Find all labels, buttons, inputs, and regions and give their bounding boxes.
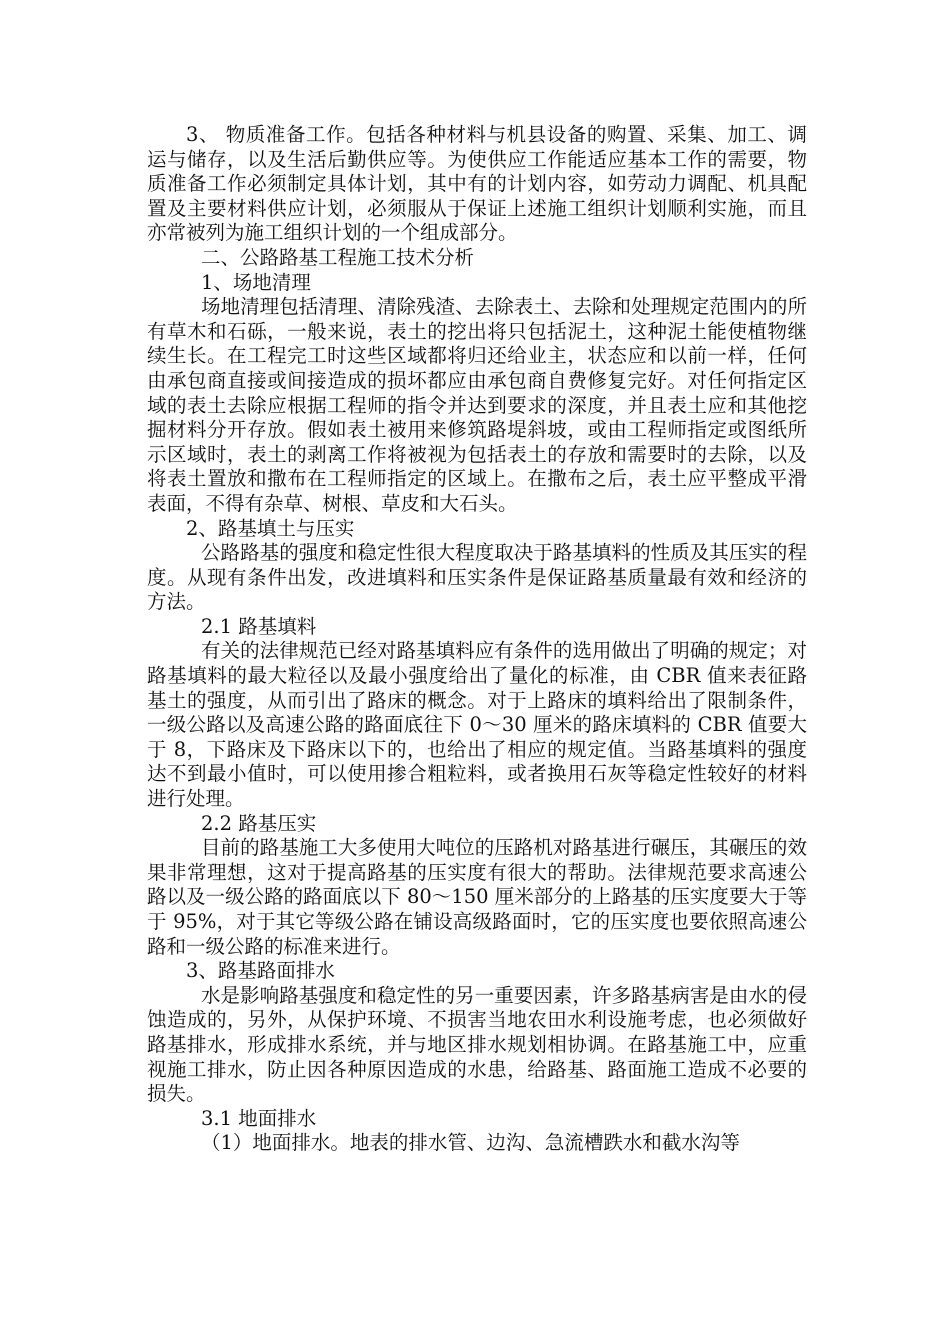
paragraph-drainage: 水是影响路基强度和稳定性的另一重要因素，许多路基病害是由水的侵蚀造成的，另外，从保护环境、不损害当地农田水利设施考虑，也必须做好路基排水，形成排水系统，并与地区排水规划相协调。在路基施工中，应重视施工排水，防止因各种原因造成的水患，给路基、路面施工造成不必要的损失。	[147, 983, 807, 1106]
subheading-compaction: 2.2 路基压实	[201, 811, 317, 835]
paragraph-surface-drainage: （1）地面排水。地表的排水管、边沟、急流槽跌水和截水沟等	[201, 1131, 740, 1155]
paragraph-fill-material: 有关的法律规范已经对路基填料应有条件的选用做出了明确的规定；对路基填料的最大粒径以及最小强度给出了量化的标准，由 CBR 值来表征路基土的强度，从而引出了路床的概念。对于上路床的填料给出了限制条件，一级公路以及高速公路的路面底往下 0～30 厘米的路床填料的 CBR 值要大于 8，下路床及下路床以下的，也给出了相应的规定值。当路基填料的强度达不到最小值时，可以使用掺合粗粒料，或者换用石灰等稳定性较好的材料进行处理。	[147, 639, 807, 811]
subheading-surface-drainage: 3.1 地面排水	[201, 1106, 317, 1130]
subheading-fill-and-compaction: 2、路基填土与压实	[186, 516, 355, 540]
subheading-drainage: 3、路基路面排水	[186, 959, 335, 983]
paragraph-site-clearing: 场地清理包括清理、清除残渣、去除表土、去除和处理规定范围内的所有草木和石砾，一般来说，表土的挖出将只包括泥土，这种泥土能使植物继续生长。在工程完工时这些区域都将归还给业主，状态应和以前一样，任何由承包商直接或间接造成的损坏都应由承包商自费修复完好。对任何指定区域的表土去除应根据工程师的指令并达到要求的深度，并且表土应和其他挖掘材料分开存放。假如表土被用来修筑路堤斜坡，或由工程师指定或图纸所示区域时，表土的剥离工作将被视为包括表土的存放和需要时的去除，以及将表土置放和撒布在工程师指定的区域上。在撒布之后，表土应平整成平滑表面，不得有杂草、树根、草皮和大石头。	[147, 295, 807, 515]
paragraph-fill-and-compaction: 公路路基的强度和稳定性很大程度取决于路基填料的性质及其压实的程度。从现有条件出发，改进填料和压实条件是保证路基质量最有效和经济的方法。	[147, 541, 807, 614]
document-body	[147, 123, 807, 1156]
section-heading-roadbed-techniques: 二、公路路基工程施工技术分析	[201, 245, 475, 269]
subheading-site-clearing: 1、场地清理	[201, 270, 311, 294]
paragraph-compaction: 目前的路基施工大多使用大吨位的压路机对路基进行碾压，其碾压的效果非常理想，这对于提高路基的压实度有很大的帮助。法律规范要求高速公路以及一级公路的路面底以下 80～150 厘米部分的上路基的压实度要大于等于 95%，对于其它等级公路在铺设高级路面时，它的压实度也要依照高速公路和一级公路的标准来进行。	[147, 836, 807, 958]
subheading-fill-material: 2.1 路基填料	[201, 614, 317, 638]
paragraph-material-preparation: 3、 物质准备工作。包括各种材料与机县设备的购置、采集、加工、调运与储存，以及生活后勤供应等。为使供应工作能适应基本工作的需要，物质准备工作必须制定具体计划，其中有的计划内容，如劳动力调配、机具配置及主要材料供应计划，必须服从于保证上述施工组织计划顺利实施，而且亦常被列为施工组织计划的一个组成部分。	[147, 123, 807, 245]
